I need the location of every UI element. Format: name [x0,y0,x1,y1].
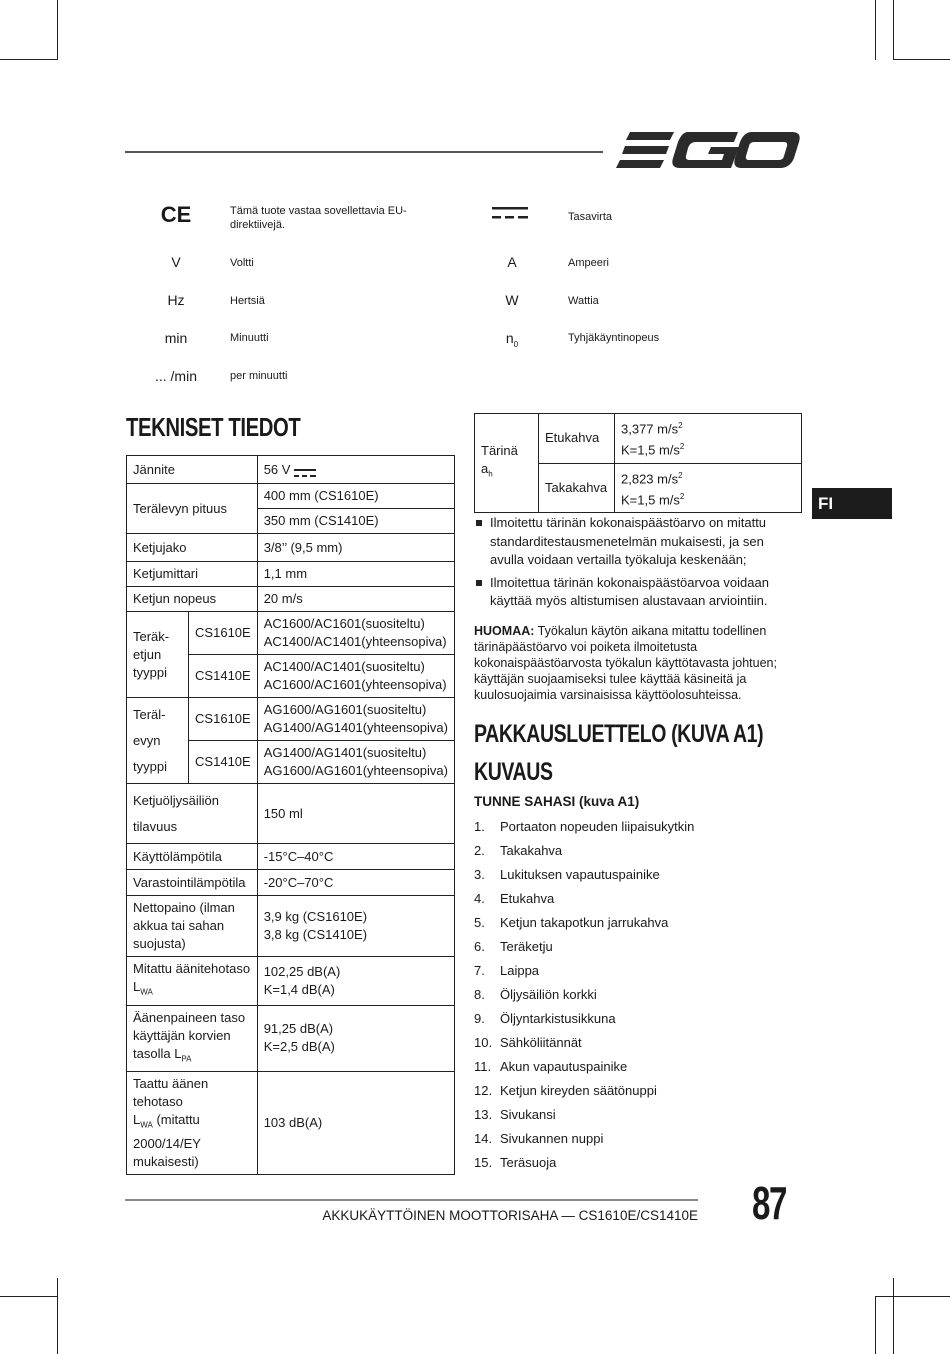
symbols-table [126,200,826,400]
list-item [474,1058,800,1082]
ego-logo [616,130,800,172]
symbol-n0: $n_0$ [505,330,519,349]
note-text: Työkalun käytön aikana mitattu todellinen tärinäpäästöarvo voi poiketa ilmoitetusta kokonaispäästöarvosta työkalun käyttötavasta johtuen; käyttäjän suojaamiseksi tulee käyttää käsineitä ja kuulosuojaimia varsinaisissa käyttöolosuhteissa. [474,624,777,702]
list-item-number: 15. [474,1155,493,1170]
parts-list [474,818,800,1178]
list-item-label: Sähköliitännät [500,1035,582,1050]
symbol-desc: Hertsiä [230,295,265,307]
spec-value: 102,25 dB(A) K=1,4 dB(A) [257,957,454,1006]
spec-label: Teräk- etjun tyyppi [127,612,189,698]
symbol-desc: Ampeeri [568,257,609,269]
crop-mark [893,1278,894,1354]
spec-model: CS1610E [189,612,258,655]
list-item: Ilmoitettua tärinän kokonaispäästöarvoa voidaan käyttää myös altistumisen alustavaan arviointiin. [474,574,800,611]
list-item: Ilmoitettu tärinän kokonaispäästöarvo on mitattu standarditestausmenetelmän mukaisesti, ja sen avulla voidaan vertailla työkaluja keskenään; [474,514,800,570]
vibration-handle: Takakahva [539,463,615,513]
symbol-desc: Tyhjäkäyntinopeus [568,332,660,344]
description-heading: KUVAUS [474,758,553,786]
vibration-table [474,413,802,513]
crop-mark [57,0,58,60]
spec-label: Käyttölämpötila [127,844,258,870]
spec-label: Terälevyn pituus [127,484,258,534]
spec-value: 91,25 dB(A) K=2,5 dB(A) [257,1005,454,1072]
spec-label: Ketjuöljysäiliön tilavuus [127,784,258,844]
list-item-label: Ketjun kireyden säätönuppi [500,1083,657,1098]
spec-value: 350 mm (CS1410E) [257,509,454,534]
crop-mark [875,1296,876,1354]
spec-label: Ketjujako [127,534,258,562]
vibration-label: Tärinä $a_h$ [475,414,539,513]
vibration-notes [474,514,800,615]
list-item-number: 1. [474,819,485,834]
footer-title: AKKUKÄYTTÖINEN MOOTTORISAHA — CS1610E/CS1410E [322,1208,698,1223]
specs-heading: TEKNISET TIEDOT [126,412,301,442]
spec-label: Jännite [127,456,258,484]
specs-table [126,455,455,1175]
list-item-label: Akun vapautuspainike [500,1059,628,1074]
header-rule [125,151,603,153]
crop-mark [875,0,876,60]
list-item [474,1034,800,1058]
spec-value: AC1600/AC1601(suositeltu) AC1400/AC1401(yhteensopiva) [257,612,454,655]
crop-mark [0,59,58,60]
list-item [474,1106,800,1130]
list-item [474,890,800,914]
symbol: Hz [167,292,185,308]
list-item-label: Ketjun takapotkun jarrukahva [500,915,669,930]
vibration-value: 3,377 $m/s^2$ K=1,5 $m/s^2$ [615,414,802,464]
spec-label: Ketjumittari [127,562,258,587]
symbol-desc: per minuutti [230,370,288,382]
spec-model: CS1410E [189,655,258,698]
spec-value: AG1400/AG1401(suositeltu) AG1600/AG1601(yhteensopiva) [257,741,454,784]
list-item-number: 14. [474,1131,493,1146]
symbol-desc: Tasavirta [568,211,613,223]
list-item-label: Lukituksen vapautuspainike [500,867,660,882]
list-item [474,914,800,938]
spec-label: Taattu äänen tehotaso $L_{WA}$ (mitattu 2000/14/EY mukaisesti) [127,1072,258,1175]
ce-mark-icon: CE [160,202,192,227]
spec-model: CS1410E [189,741,258,784]
symbol-desc: Minuutti [230,332,269,344]
symbol: min [164,330,188,346]
list-item-number: 4. [474,891,485,906]
symbol: W [505,292,519,308]
spec-value: 20 m/s [257,587,454,612]
language-tab: FI [812,488,892,519]
list-item-label: Öljyntarkistusikkuna [500,1011,616,1026]
list-item [474,962,800,986]
crop-mark [893,0,894,60]
list-item [474,866,800,890]
spec-model: CS1610E [189,698,258,741]
spec-label: Äänenpaineen taso käyttäjän korvien tasolla $L_{PA}$ [127,1005,258,1072]
spec-label: Teräl- evyn tyyppi [127,698,189,784]
crop-mark [875,1296,950,1297]
list-item-number: 6. [474,939,485,954]
list-item [474,1154,800,1178]
symbol-desc: Tämä tuote vastaa sovellettavia EU-direktiivejä. [230,205,407,231]
spec-value: 1,1 mm [257,562,454,587]
direct-current-icon [294,465,316,475]
spec-value: 150 ml [257,784,454,844]
list-item-label: Etukahva [500,891,555,906]
spec-value: -15°C–40°C [257,844,454,870]
spec-value: 3,9 kg (CS1610E) 3,8 kg (CS1410E) [257,896,454,957]
footer-rule [125,1199,698,1201]
symbol-desc: Voltti [230,257,254,269]
crop-mark [0,1296,58,1297]
list-item [474,842,800,866]
list-item-number: 7. [474,963,485,978]
symbol-desc: Wattia [568,295,599,307]
spec-value: 400 mm (CS1610E) [257,484,454,509]
vibration-handle: Etukahva [539,414,615,464]
spec-value: 56 V [257,456,454,484]
spec-value: 3/8’’ (9,5 mm) [257,534,454,562]
symbol: ... /min [154,368,197,384]
spec-label: Nettopaino (ilman akkua tai sahan suojusta) [127,896,258,957]
list-item-label: Öljysäiliön korkki [500,987,597,1002]
list-item-number: 3. [474,867,485,882]
list-item [474,1082,800,1106]
packing-heading: PAKKAUSLUETTELO (KUVA A1) [474,720,764,748]
list-item [474,1010,800,1034]
symbol: A [507,254,517,270]
list-item-label: Sivukansi [500,1107,556,1122]
page-number: 87 [752,1177,786,1229]
spec-label: Ketjun nopeus [127,587,258,612]
list-item-label: Portaaton nopeuden liipaisukytkin [500,819,695,834]
note-paragraph [474,623,800,703]
spec-label: Varastointilämpötila [127,870,258,896]
list-item-label: Teräsuoja [500,1155,557,1170]
spec-value: AG1600/AG1601(suositeltu) AG1400/AG1401(yhteensopiva) [257,698,454,741]
list-item-number: 5. [474,915,485,930]
spec-value: -20°C–70°C [257,870,454,896]
list-item [474,1130,800,1154]
spec-value: 103 dB(A) [257,1072,454,1175]
spec-label: Mitattu äänitehotaso $L_{WA}$ [127,957,258,1006]
list-item-number: 8. [474,987,485,1002]
list-item-number: 12. [474,1083,493,1098]
list-item [474,938,800,962]
spec-value: AC1400/AC1401(suositeltu) AC1600/AC1601(yhteensopiva) [257,655,454,698]
note-label: HUOMAA: [474,624,535,638]
crop-mark [893,59,950,60]
list-item [474,986,800,1010]
list-item-label: Teräketju [500,939,553,954]
list-item-number: 11. [474,1059,492,1074]
vibration-value: 2,823 $m/s^2$ K=1,5 $m/s^2$ [615,463,802,513]
list-item-number: 10. [474,1035,493,1050]
crop-mark [57,1278,58,1354]
direct-current-icon [460,206,560,223]
list-item-number: 13. [474,1107,493,1122]
list-item-label: Sivukannen nuppi [500,1131,604,1146]
list-item-label: Takakahva [500,843,563,858]
list-item [474,818,800,842]
list-item-number: 9. [474,1011,485,1026]
symbol: V [171,254,181,270]
list-item-number: 2. [474,843,485,858]
list-item-label: Laippa [500,963,540,978]
know-saw-heading: TUNNE SAHASI (kuva A1) [474,794,640,809]
